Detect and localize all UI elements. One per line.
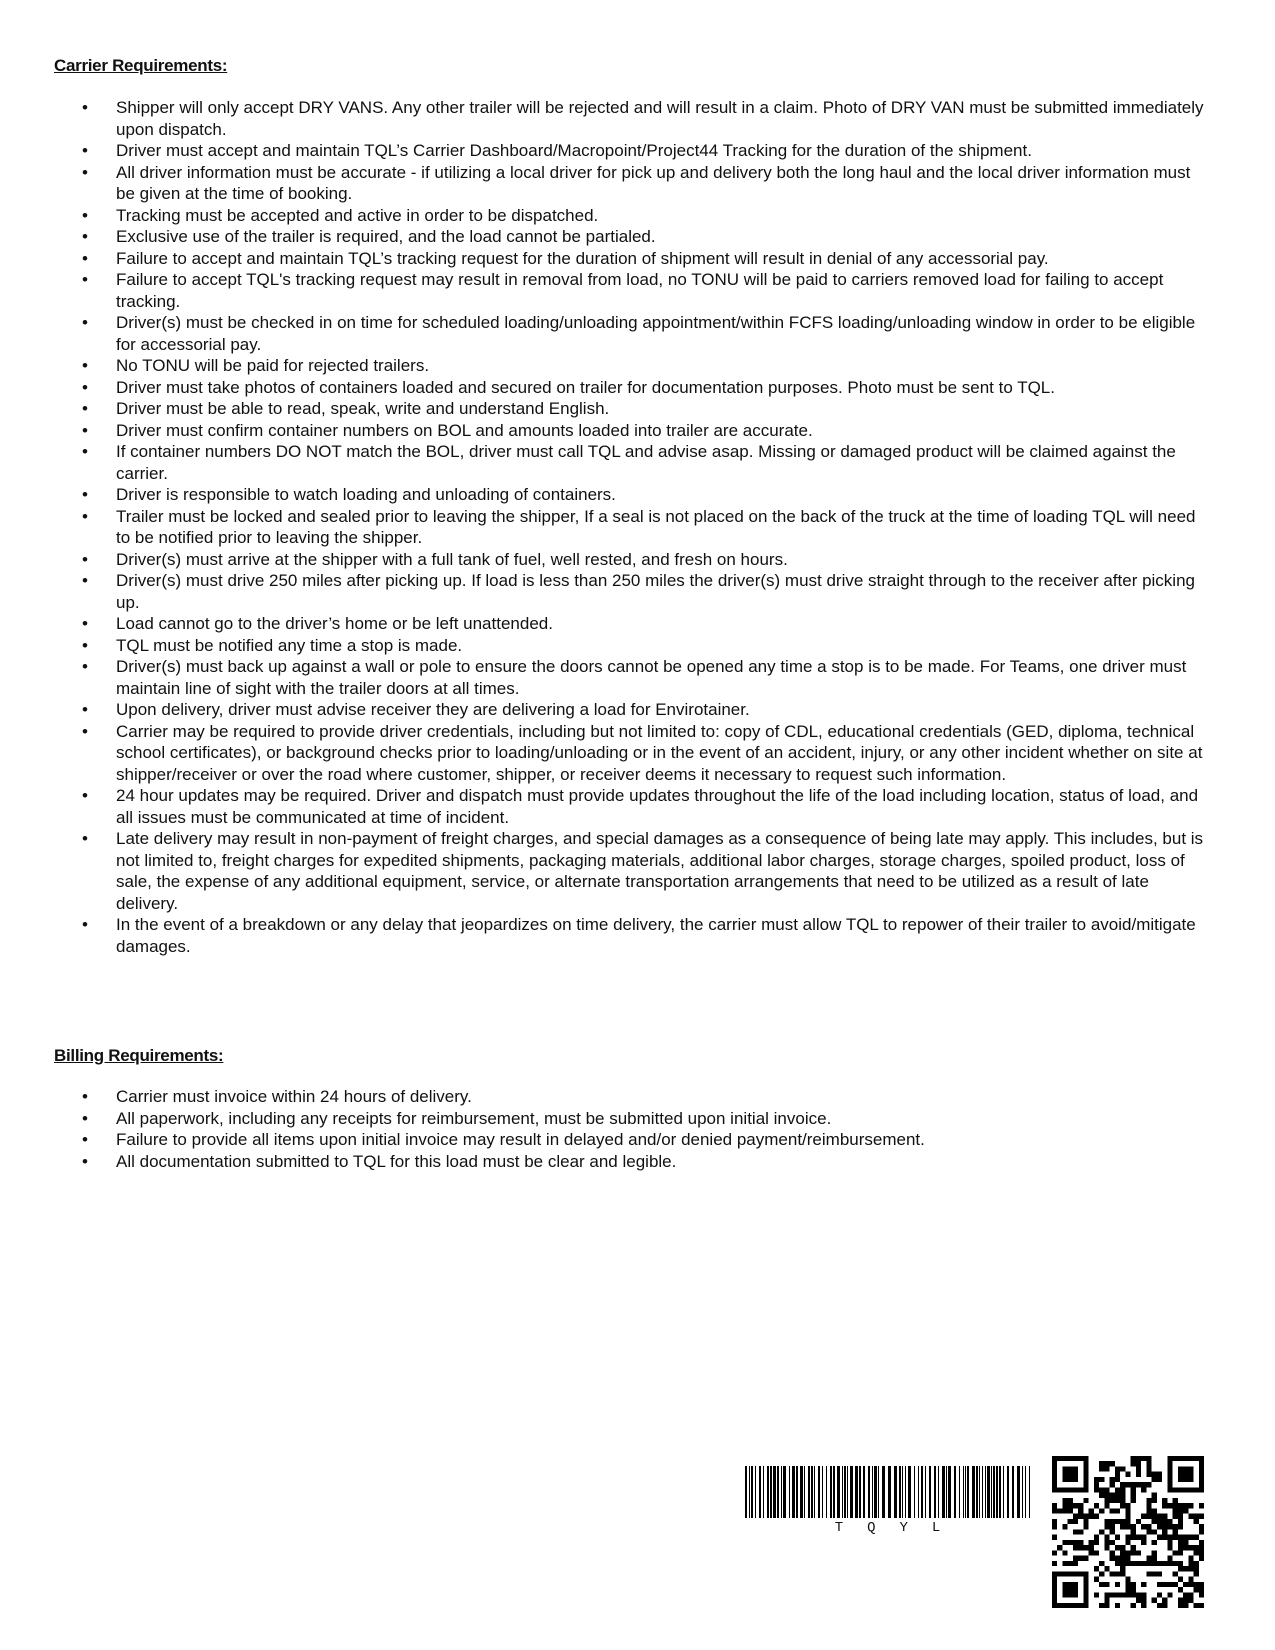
list-item-text: If container numbers DO NOT match the BOL, driver must call TQL and advise asap. Missing or damaged product will be claimed against the carrier. [116, 442, 1176, 483]
list-item-text: Shipper will only accept DRY VANS. Any other trailer will be rejected and will result in a claim. Photo of DRY VAN must be submitted immediately upon dispatch. [116, 98, 1204, 139]
bullet-icon: • [82, 1130, 88, 1149]
list-item [54, 1108, 1204, 1130]
list-item [54, 828, 1204, 914]
list-item [54, 484, 1204, 506]
list-item [54, 613, 1204, 635]
bullet-icon: • [82, 313, 88, 332]
list-item-text: Driver(s) must arrive at the shipper with a full tank of fuel, well rested, and fresh on hours. [116, 549, 788, 569]
list-item [54, 205, 1204, 227]
qr-code [1052, 1456, 1204, 1608]
carrier-requirements-title: Carrier Requirements: [54, 56, 228, 75]
list-item [54, 420, 1204, 442]
list-item [54, 441, 1204, 484]
list-item [54, 269, 1204, 312]
bullet-icon: • [82, 635, 88, 655]
bullet-icon: • [82, 485, 88, 504]
list-item-text: Late delivery may result in non-payment of freight charges, and special damages as a consequence of being late may apply. This includes, but is not limited to, freight charges for expedited shipments, packaging materials, additional labor charges, storage charges, spoiled product, loss of sale, the expense of any additional equipment, service, or alternate transportation arrangements that need to be utilized as a result of late delivery. [116, 829, 1204, 913]
bullet-icon: • [82, 657, 88, 676]
list-item-text: Exclusive use of the trailer is required, and the load cannot be partialed. [116, 227, 656, 246]
list-item [54, 656, 1204, 699]
list-item-text: Tracking must be accepted and active in order to be dispatched. [116, 205, 599, 225]
bullet-icon: • [82, 1151, 88, 1171]
list-item-text: Carrier may be required to provide driver credentials, including but not limited to: copy of CDL, educational credentials (GED, diploma, technical school certificates), or background checks prior to loading/unloading or in the event of an accident, injury, or any other incident whether on site at shipper/receiver or over the road where customer, shipper, or receiver deems it necessary to request such information. [116, 721, 1203, 784]
list-item-text: Trailer must be locked and sealed prior to leaving the shipper, If a seal is not placed on the back of the truck at the time of loading TQL will need to be notified prior to leaving the shipper. [116, 506, 1196, 547]
barcode-text: TQYL [834, 1520, 965, 1536]
list-item-text: All documentation submitted to TQL for this load must be clear and legible. [116, 1151, 677, 1171]
bullet-icon: • [82, 549, 88, 569]
list-item [54, 549, 1204, 571]
list-item [54, 699, 1204, 721]
list-item [54, 226, 1204, 248]
bullet-icon: • [82, 227, 88, 246]
list-item [54, 1086, 1204, 1108]
bullet-icon: • [82, 915, 88, 934]
billing-requirements-list [54, 1086, 1204, 1172]
list-item [54, 635, 1204, 657]
bullet-icon: • [82, 786, 88, 805]
bullet-icon: • [82, 1108, 88, 1128]
list-item-text: Driver must take photos of containers loaded and secured on trailer for documentation purposes. Photo must be sent to TQL. [116, 377, 1055, 397]
list-item-text: No TONU will be paid for rejected trailers. [116, 356, 430, 375]
bullet-icon: • [82, 356, 88, 375]
bullet-icon: • [82, 205, 88, 225]
list-item [54, 162, 1204, 205]
bullet-icon: • [82, 700, 88, 719]
list-item-text: Driver must be able to read, speak, write and understand English. [116, 399, 610, 418]
list-item [54, 377, 1204, 399]
list-item-text: TQL must be notified any time a stop is made. [116, 635, 463, 655]
list-item-text: Failure to accept and maintain TQL’s tracking request for the duration of shipment will result in denial of any accessorial pay. [116, 248, 1049, 268]
list-item [54, 312, 1204, 355]
list-item-text: Failure to accept TQL's tracking request may result in removal from load, no TONU will be paid to carriers removed load for failing to accept tracking. [116, 270, 1164, 311]
list-item [54, 140, 1204, 162]
bullet-icon: • [82, 399, 88, 418]
bullet-icon: • [82, 141, 88, 160]
list-item [54, 398, 1204, 420]
bullet-icon: • [82, 506, 88, 526]
list-item-text: 24 hour updates may be required. Driver and dispatch must provide updates throughout the life of the load including location, status of load, and all issues must be communicated at time of incident. [116, 786, 1199, 827]
bullet-icon: • [82, 829, 88, 848]
list-item-text: Driver must accept and maintain TQL’s Carrier Dashboard/Macropoint/Project44 Tracking for the duration of the shipment. [116, 141, 1032, 160]
list-item [54, 97, 1204, 140]
billing-requirements-title: Billing Requirements: [54, 1046, 224, 1065]
list-item-text: Driver is responsible to watch loading and unloading of containers. [116, 485, 616, 504]
list-item [54, 1151, 1204, 1173]
list-item [54, 914, 1204, 957]
list-item-text: Driver must confirm container numbers on BOL and amounts loaded into trailer are accurate. [116, 420, 813, 440]
bullet-icon: • [82, 248, 88, 268]
bullet-icon: • [82, 98, 88, 117]
bullet-icon: • [82, 442, 88, 461]
list-item-text: Upon delivery, driver must advise receiver they are delivering a load for Envirotainer. [116, 700, 750, 719]
list-item-text: Driver(s) must back up against a wall or pole to ensure the doors cannot be opened any time a stop is to be made. For Teams, one driver must maintain line of sight with the trailer doors at all times. [116, 657, 1187, 698]
carrier-requirements-list [54, 97, 1204, 957]
list-item-text: Load cannot go to the driver’s home or be left unattended. [116, 614, 553, 633]
list-item-text: All paperwork, including any receipts for reimbursement, must be submitted upon initial invoice. [116, 1108, 832, 1128]
bullet-icon: • [82, 1087, 88, 1106]
list-item [54, 1129, 1204, 1151]
list-item-text: Driver(s) must drive 250 miles after picking up. If load is less than 250 miles the driver(s) must drive straight through to the receiver after picking up. [116, 571, 1195, 612]
bullet-icon: • [82, 614, 88, 633]
bullet-icon: • [82, 721, 88, 741]
list-item [54, 248, 1204, 270]
list-item [54, 355, 1204, 377]
bullet-icon: • [82, 162, 88, 182]
bullet-icon: • [82, 420, 88, 440]
bullet-icon: • [82, 571, 88, 590]
list-item-text: Carrier must invoice within 24 hours of delivery. [116, 1087, 472, 1106]
list-item-text: All driver information must be accurate - if utilizing a local driver for pick up and delivery both the long haul and the local driver information must be given at the time of booking. [116, 162, 1191, 203]
list-item-text: Driver(s) must be checked in on time for scheduled loading/unloading appointment/within FCFS loading/unloading window in order to be eligible for accessorial pay. [116, 313, 1196, 354]
list-item [54, 721, 1204, 786]
list-item [54, 506, 1204, 549]
list-item [54, 570, 1204, 613]
bullet-icon: • [82, 377, 88, 397]
list-item [54, 785, 1204, 828]
bullet-icon: • [82, 270, 88, 289]
list-item-text: In the event of a breakdown or any delay that jeopardizes on time delivery, the carrier must allow TQL to repower of their trailer to avoid/mitigate damages. [116, 915, 1196, 956]
list-item-text: Failure to provide all items upon initial invoice may result in delayed and/or denied payment/reimbursement. [116, 1130, 925, 1149]
